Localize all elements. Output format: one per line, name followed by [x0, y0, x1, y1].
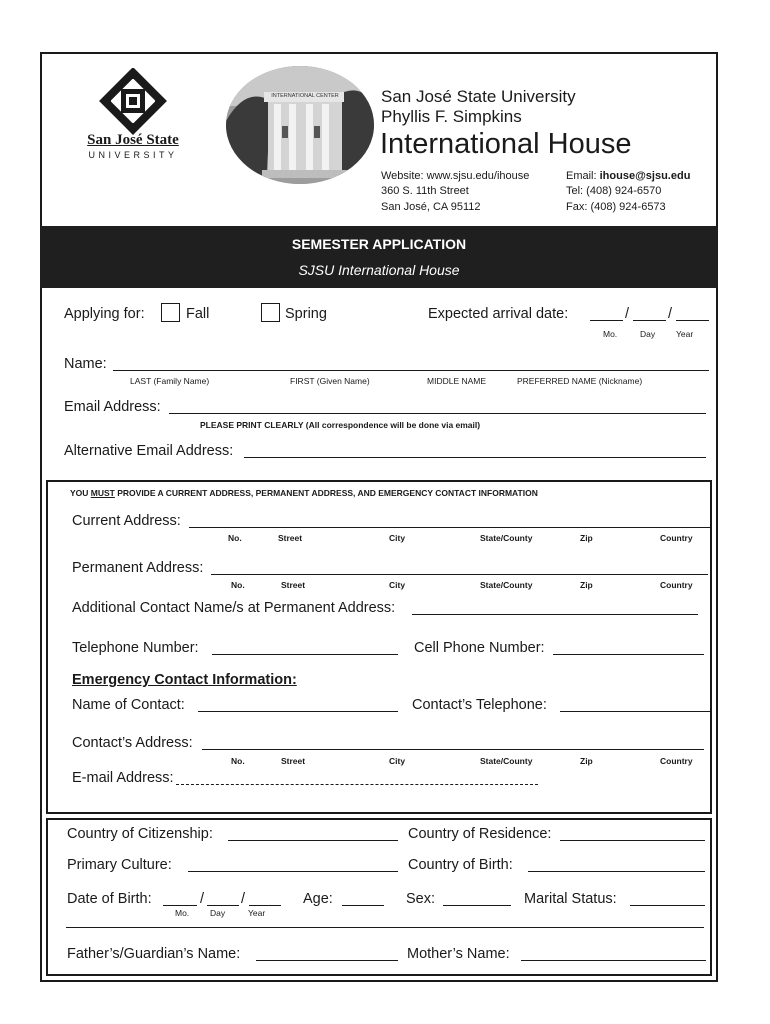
father-name-field[interactable]: [256, 960, 398, 961]
telephone-label: Telephone Number:: [72, 640, 199, 656]
arrival-year-hint: Year: [676, 329, 694, 339]
sex-field[interactable]: [443, 905, 511, 906]
contact-address-field[interactable]: [202, 749, 704, 750]
cur-street-hint: Street: [278, 533, 303, 543]
age-label: Age:: [303, 891, 333, 907]
mother-name-label: Mother’s Name:: [407, 946, 510, 962]
tel-text: Tel: (408) 924-6570: [566, 185, 662, 197]
perm-zip-hint: Zip: [580, 580, 593, 590]
fall-label: Fall: [186, 306, 210, 322]
banner-subtitle: SJSU International House: [298, 262, 460, 278]
marital-status-label: Marital Status:: [524, 891, 617, 907]
arrival-month-field[interactable]: [590, 320, 623, 321]
website-text: Website: www.sjsu.edu/ihouse: [381, 170, 530, 182]
street-text: 360 S. 11th Street: [381, 185, 469, 197]
email-address-label: Email Address:: [64, 399, 161, 415]
dob-day-field[interactable]: [207, 905, 239, 906]
perm-no-hint: No.: [231, 580, 245, 590]
contact-name-label: Name of Contact:: [72, 697, 185, 713]
birth-country-field[interactable]: [528, 871, 705, 872]
birth-country-label: Country of Birth:: [408, 857, 513, 873]
notice-pre: YOU: [70, 488, 91, 498]
email-address-field[interactable]: [169, 413, 706, 414]
print-clearly-note: PLEASE PRINT CLEARLY (All correspondence will be done via email): [200, 420, 481, 430]
con-zip-hint: Zip: [580, 756, 593, 766]
cur-no-hint: No.: [228, 533, 242, 543]
additional-contact-label: Additional Contact Name/s at Permanent Address:: [72, 600, 396, 616]
telephone-field[interactable]: [212, 654, 398, 655]
cell-phone-label: Cell Phone Number:: [414, 640, 545, 656]
dob-year-field[interactable]: [249, 905, 281, 906]
perm-state-hint: State/County: [480, 580, 533, 590]
international-house-photo: [226, 66, 374, 184]
divider-rule: [66, 927, 704, 928]
notice-must: MUST: [90, 488, 115, 498]
residence-label: Country of Residence:: [408, 826, 552, 842]
perm-country-hint: Country: [660, 580, 693, 590]
mother-name-field[interactable]: [521, 960, 706, 961]
citizenship-field[interactable]: [228, 840, 398, 841]
arrival-slash-1: /: [625, 306, 630, 322]
email-value: ihouse@sjsu.edu: [599, 170, 691, 182]
perm-city-hint: City: [389, 580, 406, 590]
dob-month-field[interactable]: [163, 905, 197, 906]
semester-banner: [40, 226, 718, 288]
dob-label: Date of Birth:: [67, 891, 152, 907]
last-name-hint: LAST (Family Name): [130, 376, 210, 386]
contact-name-field[interactable]: [198, 711, 398, 712]
con-country-hint: Country: [660, 756, 693, 766]
cur-state-hint: State/County: [480, 533, 533, 543]
contact-email-field[interactable]: [176, 784, 538, 785]
arrival-day-field[interactable]: [633, 320, 666, 321]
name-label: Name:: [64, 356, 107, 372]
perm-street-hint: Street: [281, 580, 306, 590]
logo-university: UNIVERSITY: [88, 150, 178, 160]
con-city-hint: City: [389, 756, 406, 766]
cur-city-hint: City: [389, 533, 406, 543]
cell-phone-field[interactable]: [553, 654, 704, 655]
city-text: San José, CA 95112: [381, 201, 481, 213]
applying-for-label: Applying for:: [64, 306, 145, 322]
university-name: San José State University: [381, 87, 576, 106]
spring-checkbox[interactable]: [261, 303, 280, 322]
residence-field[interactable]: [560, 840, 705, 841]
con-street-hint: Street: [281, 756, 306, 766]
contact-phone-field[interactable]: [560, 711, 710, 712]
citizenship-label: Country of Citizenship:: [67, 826, 213, 842]
contact-email-label: E-mail Address:: [72, 770, 174, 786]
contact-phone-label: Contact’s Telephone:: [412, 697, 547, 713]
spring-label: Spring: [285, 306, 327, 322]
logo-wordmark: San José State: [87, 132, 179, 148]
permanent-address-label: Permanent Address:: [72, 560, 204, 576]
sjsu-logo: [78, 68, 188, 168]
name-field[interactable]: [113, 370, 709, 371]
cur-zip-hint: Zip: [580, 533, 593, 543]
permanent-address-field[interactable]: [211, 574, 708, 575]
person-name: Phyllis F. Simpkins: [381, 107, 522, 126]
sex-label: Sex:: [406, 891, 436, 907]
arrival-slash-2: /: [668, 306, 673, 322]
arrival-day-hint: Day: [640, 329, 656, 339]
dob-slash-1: /: [200, 891, 205, 907]
first-name-hint: FIRST (Given Name): [290, 376, 370, 386]
con-no-hint: No.: [231, 756, 245, 766]
dob-mo-hint: Mo.: [175, 908, 190, 918]
email-contact: [566, 170, 690, 183]
emergency-heading: Emergency Contact Information:: [72, 672, 297, 688]
dob-slash-2: /: [241, 891, 246, 907]
fall-checkbox[interactable]: [161, 303, 180, 322]
notice-post: PROVIDE A CURRENT ADDRESS, PERMANENT ADDRESS, AND EMERGENCY CONTACT INFORMATION: [114, 488, 538, 498]
page-title: International House: [380, 128, 632, 160]
middle-name-hint: MIDDLE NAME: [427, 376, 487, 386]
alt-email-field[interactable]: [244, 457, 706, 458]
fax-text: Fax: (408) 924-6573: [566, 201, 666, 213]
current-address-field[interactable]: [189, 527, 710, 528]
dob-day-hint: Day: [210, 908, 226, 918]
primary-culture-field[interactable]: [188, 871, 398, 872]
sjsu-seal-icon: [78, 68, 188, 138]
additional-contact-field[interactable]: [412, 614, 698, 615]
alt-email-label: Alternative Email Address:: [64, 443, 234, 459]
preferred-name-hint: PREFERRED NAME (Nickname): [517, 376, 643, 386]
banner-title: SEMESTER APPLICATION: [291, 236, 467, 252]
arrival-mo-hint: Mo.: [603, 329, 618, 339]
arrival-year-field[interactable]: [676, 320, 709, 321]
arrival-date-label: Expected arrival date:: [428, 306, 569, 322]
age-field[interactable]: [342, 905, 384, 906]
primary-culture-label: Primary Culture:: [67, 857, 172, 873]
contact-address-label: Contact’s Address:: [72, 735, 193, 751]
cur-country-hint: Country: [660, 533, 693, 543]
current-address-label: Current Address:: [72, 513, 181, 529]
must-provide-notice: [70, 488, 538, 498]
father-name-label: Father’s/Guardian’s Name:: [67, 946, 241, 962]
con-state-hint: State/County: [480, 756, 533, 766]
photo-sign-text: INTERNATIONAL CENTER: [271, 93, 339, 99]
email-label: Email:: [566, 170, 600, 182]
marital-status-field[interactable]: [630, 905, 705, 906]
dob-year-hint: Year: [248, 908, 266, 918]
